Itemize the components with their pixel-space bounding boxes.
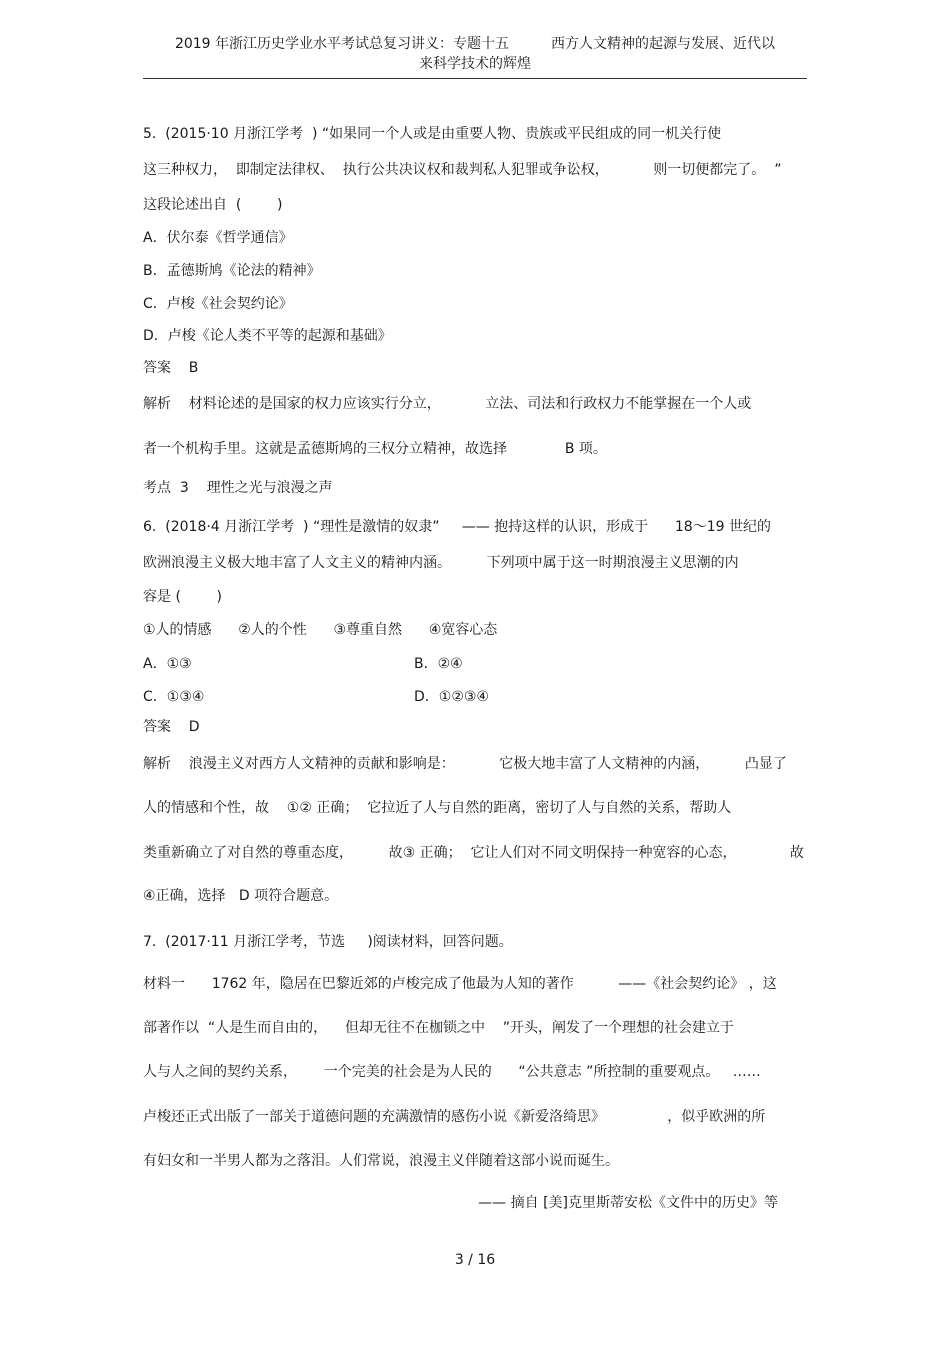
q6-analysis-line-3: 类重新确立了对自然的尊重态度， 故③ 正确； 它让人们对不同文明保持一种宽容的心态， 故 [143, 845, 804, 861]
q6-stem-line-3: 容是 ( ) [143, 589, 222, 605]
q5-analysis-line-1: 解析 材料论述的是国家的权力应该实行分立， 立法、司法和行政权力不能掌握在一个人或 [143, 396, 752, 412]
q7-material-line-3: 人与人之间的契约关系， 一个完美的社会是为人民的 “公共意志 ”所控制的重要观点。 …… [143, 1064, 761, 1080]
q7-stem: 7. (2017·11 月浙江学考，节选 )阅读材料，回答问题。 [143, 934, 513, 950]
q6-stem-line-1: 6. (2018·4 月浙江学考 ) “理性是激情的奴隶” —— 抱持这样的认识，形成于 18～19 世纪的 [143, 519, 771, 535]
header-divider [143, 78, 807, 79]
page-number: 3 / 16 [454, 1252, 496, 1268]
header-line-2: 来科学技术的辉煌 [419, 56, 531, 72]
q5-option-d: D．卢梭《论人类不平等的起源和基础》 [143, 328, 392, 344]
q7-material-line-5: 有妇女和一半男人都为之落泪。人们常说，浪漫主义伴随着这部小说而诞生。 [143, 1153, 619, 1169]
q6-option-b: B．②④ [414, 656, 463, 672]
q6-answer: 答案 D [143, 719, 200, 735]
q6-analysis-line-2: 人的情感和个性，故 ①② 正确； 它拉近了人与自然的距离，密切了人与自然的关系，帮助人 [143, 800, 732, 816]
q5-stem-line-3: 这段论述出自 ( ) [143, 197, 283, 213]
running-header [143, 34, 807, 74]
q6-option-c: C．①③④ [143, 689, 205, 705]
q5-analysis-line-2: 者一个机构手里。这就是孟德斯鸠的三权分立精神，故选择 B 项。 [143, 441, 607, 457]
q7-material-line-1: 材料一 1762 年，隐居在巴黎近郊的卢梭完成了他最为人知的著作 ——《社会契约论》 ，这 [143, 976, 777, 992]
q6-option-a: A．①③ [143, 656, 192, 672]
q5-stem-line-2: 这三种权力， 即制定法律权、 执行公共决议权和裁判私人犯罪或争讼权， 则一切便都完了。 ” [143, 162, 782, 178]
header-line-1: 2019 年浙江历史学业水平考试总复习讲义：专题十五 西方人文精神的起源与发展、近代以 [174, 36, 776, 52]
q6-stem-line-2: 欧洲浪漫主义极大地丰富了人文主义的精神内涵。 下列项中属于这一时期浪漫主义思潮的内 [143, 555, 739, 571]
q7-material-line-4: 卢梭还正式出版了一部关于道德问题的充满激情的感伤小说《新爱洛绮思》 ，似乎欧洲的所 [143, 1109, 766, 1125]
q5-option-b: B．孟德斯鸠《论法的精神》 [143, 263, 321, 279]
q5-stem-line-1: 5. (2015·10 月浙江学考 ) “如果同一个人或是由重要人物、贵族或平民组成的同一机关行使 [143, 126, 722, 142]
q6-analysis-line-4: ④正确，选择 D 项符合题意。 [143, 888, 339, 904]
q6-items: ①人的情感 ②人的个性 ③尊重自然 ④宽容心态 [143, 622, 498, 638]
q5-option-a: A．伏尔泰《哲学通信》 [143, 230, 293, 246]
q7-source-citation: —— 摘自 [美]克里斯蒂安松《文件中的历史》等 [478, 1195, 778, 1211]
q5-answer: 答案 B [143, 360, 199, 376]
q6-analysis-line-1: 解析 浪漫主义对西方人文精神的贡献和影响是： 它极大地丰富了人文精神的内涵， 凸显了 [143, 756, 787, 772]
q6-option-d: D．①②③④ [414, 689, 489, 705]
q7-material-line-2: 部著作以 “人是生而自由的， 但却无往不在枷锁之中 ”开头，阐发了一个理想的社会建立于 [143, 1020, 735, 1036]
section-heading-kaodian-3: 考点 3 理性之光与浪漫之声 [143, 480, 333, 496]
q5-option-c: C．卢梭《社会契约论》 [143, 296, 293, 312]
